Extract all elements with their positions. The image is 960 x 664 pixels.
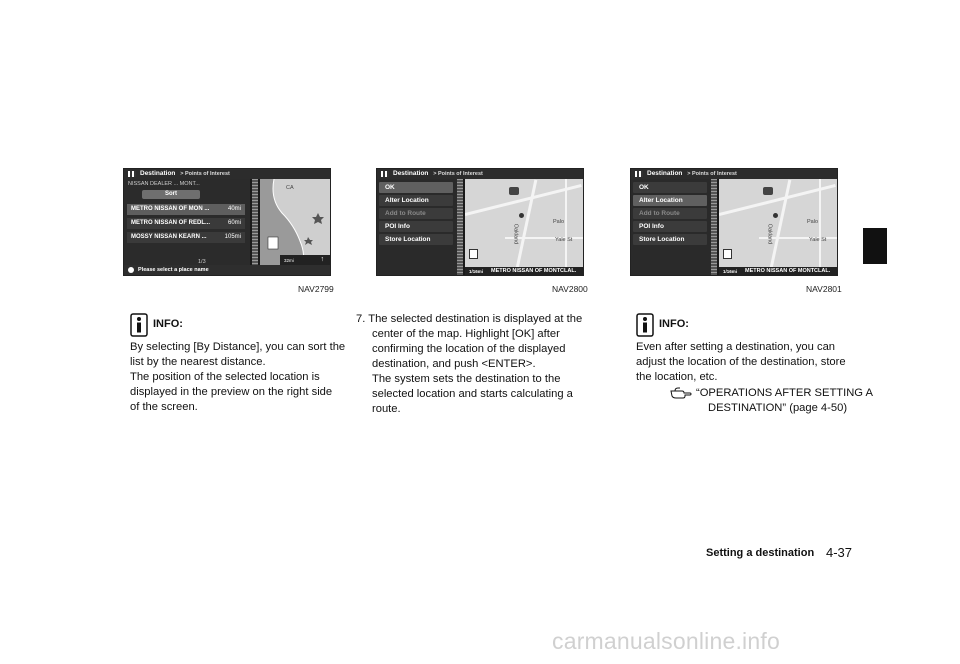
section-title: Setting a destination <box>706 547 815 559</box>
info-icon <box>130 313 148 337</box>
map-label: Yale St <box>809 237 827 243</box>
figure-code: NAV2800 <box>552 284 588 294</box>
screen-breadcrumb: > Points of Interest <box>180 171 230 177</box>
menu-item-add-to-route: Add to Route <box>633 208 707 219</box>
status-text: Please select a place name <box>138 267 209 273</box>
screen-header <box>631 169 837 179</box>
page-number: 4-37 <box>826 545 853 560</box>
map-label: Oakland <box>512 223 519 245</box>
text-line: 7. The selected destination is displayed at the <box>356 313 583 325</box>
sort-button[interactable]: Sort <box>142 190 200 199</box>
menu-item-ok[interactable]: OK <box>379 182 453 193</box>
scroll-dial <box>711 179 717 275</box>
text-line: By selecting [By Distance], you can sort the <box>130 341 346 353</box>
text-line: confirming the location of the displayed <box>372 343 566 355</box>
nav-screenshot-confirm-ok <box>376 168 584 276</box>
screen-header <box>377 169 583 179</box>
map-footer <box>465 267 583 275</box>
nav-screenshot-alter-location <box>630 168 838 276</box>
menu-item-alter-location[interactable]: Alter Location <box>379 195 453 206</box>
scale-label: 1/16mi <box>469 269 484 274</box>
map-label: Palo <box>553 219 565 225</box>
highway-shield-icon <box>763 187 773 195</box>
text-line: adjust the location of the destination, store <box>636 356 846 368</box>
map-label: CA <box>286 185 294 191</box>
scroll-dial <box>457 179 463 275</box>
text-line: selected location and starts calculating a <box>372 388 573 400</box>
screen-header <box>124 169 330 179</box>
reference-link[interactable] <box>696 386 876 416</box>
info-paragraph <box>130 340 346 415</box>
map-toolbar <box>280 255 330 265</box>
list-item-name: METRO NISSAN OF REDL... <box>131 220 211 226</box>
text-line: the location, etc. <box>636 371 718 383</box>
poi-icon <box>723 249 732 259</box>
info-paragraph <box>636 340 852 385</box>
list-item-distance: 105mi <box>224 234 241 240</box>
chapter-tab <box>863 228 887 264</box>
list-item[interactable] <box>127 218 245 229</box>
menu-item-poi-info[interactable]: POI Info <box>379 221 453 232</box>
scale-label: 32mi <box>284 258 294 263</box>
menu-item-alter-location[interactable]: Alter Location <box>633 195 707 206</box>
screen-title: Destination <box>647 170 683 177</box>
step-paragraph <box>356 312 598 417</box>
compass-icon: ↑ <box>320 256 324 263</box>
text-line: “OPERATIONS AFTER SETTING A <box>696 387 873 399</box>
text-line: DESTINATION” (page 4-50) <box>708 402 848 414</box>
highway-shield-icon <box>509 187 519 195</box>
info-heading: INFO: <box>659 318 689 330</box>
menu-item-poi-info[interactable]: POI Info <box>633 221 707 232</box>
text-line: destination, and push <ENTER>. <box>372 358 536 370</box>
flag-icon <box>128 171 136 177</box>
list-item[interactable] <box>127 232 245 243</box>
text-line: route. <box>372 403 401 415</box>
menu-item-store-location[interactable]: Store Location <box>633 234 707 245</box>
watermark: carmanualsonline.info <box>552 628 780 654</box>
reference-hand-icon <box>670 386 692 400</box>
list-item-name: MOSSY NISSAN KEARN ... <box>131 234 207 240</box>
map-label: Yale St <box>555 237 573 243</box>
text-line: displayed in the preview on the right side <box>130 386 333 398</box>
text-line: The system sets the destination to the <box>372 373 561 385</box>
poi-icon <box>469 249 478 259</box>
screen-title: Destination <box>140 170 176 177</box>
map-location-label: METRO NISSAN OF MONTCLAL. <box>491 268 577 274</box>
text-line: of the screen. <box>130 401 198 413</box>
map-preview <box>260 179 330 265</box>
screen-title: Destination <box>393 170 429 177</box>
nav-screenshot-poi-list <box>123 168 331 276</box>
status-bar <box>124 265 330 275</box>
info-icon <box>128 267 134 273</box>
scroll-dial <box>252 179 258 275</box>
info-icon <box>636 313 654 337</box>
map-footer <box>719 267 837 275</box>
result-list <box>124 179 250 267</box>
page-indicator: 1/3 <box>198 259 206 265</box>
list-item-distance: 60mi <box>227 220 241 226</box>
map-view <box>465 179 583 275</box>
menu-item-ok[interactable]: OK <box>633 182 707 193</box>
list-item-name: METRO NISSAN OF MON ... <box>131 206 210 212</box>
menu-item-store-location[interactable]: Store Location <box>379 234 453 245</box>
list-heading: NISSAN DEALER ... MONT... <box>128 181 200 187</box>
figure-code: NAV2801 <box>806 284 842 294</box>
text-line: list by the nearest distance. <box>130 356 266 368</box>
destination-pin-icon <box>773 213 778 218</box>
screen-breadcrumb: > Points of Interest <box>433 171 483 177</box>
location-menu <box>631 179 711 276</box>
screen-breadcrumb: > Points of Interest <box>687 171 737 177</box>
map-location-label: METRO NISSAN OF MONTCLAL. <box>745 268 831 274</box>
menu-item-add-to-route: Add to Route <box>379 208 453 219</box>
text-line: Even after setting a destination, you can <box>636 341 836 353</box>
list-item[interactable] <box>127 204 245 215</box>
list-item-distance: 40mi <box>227 206 241 212</box>
scale-label: 1/16mi <box>723 269 738 274</box>
map-label: Palo <box>807 219 819 225</box>
figure-code: NAV2799 <box>298 284 334 294</box>
destination-pin-icon <box>519 213 524 218</box>
text-line: The position of the selected location is <box>130 371 320 383</box>
location-menu <box>377 179 457 276</box>
flag-icon <box>381 171 389 177</box>
map-view <box>719 179 837 275</box>
map-label: Oakland <box>766 223 773 245</box>
info-heading: INFO: <box>153 318 183 330</box>
flag-icon <box>635 171 643 177</box>
text-line: center of the map. Highlight [OK] after <box>372 328 560 340</box>
